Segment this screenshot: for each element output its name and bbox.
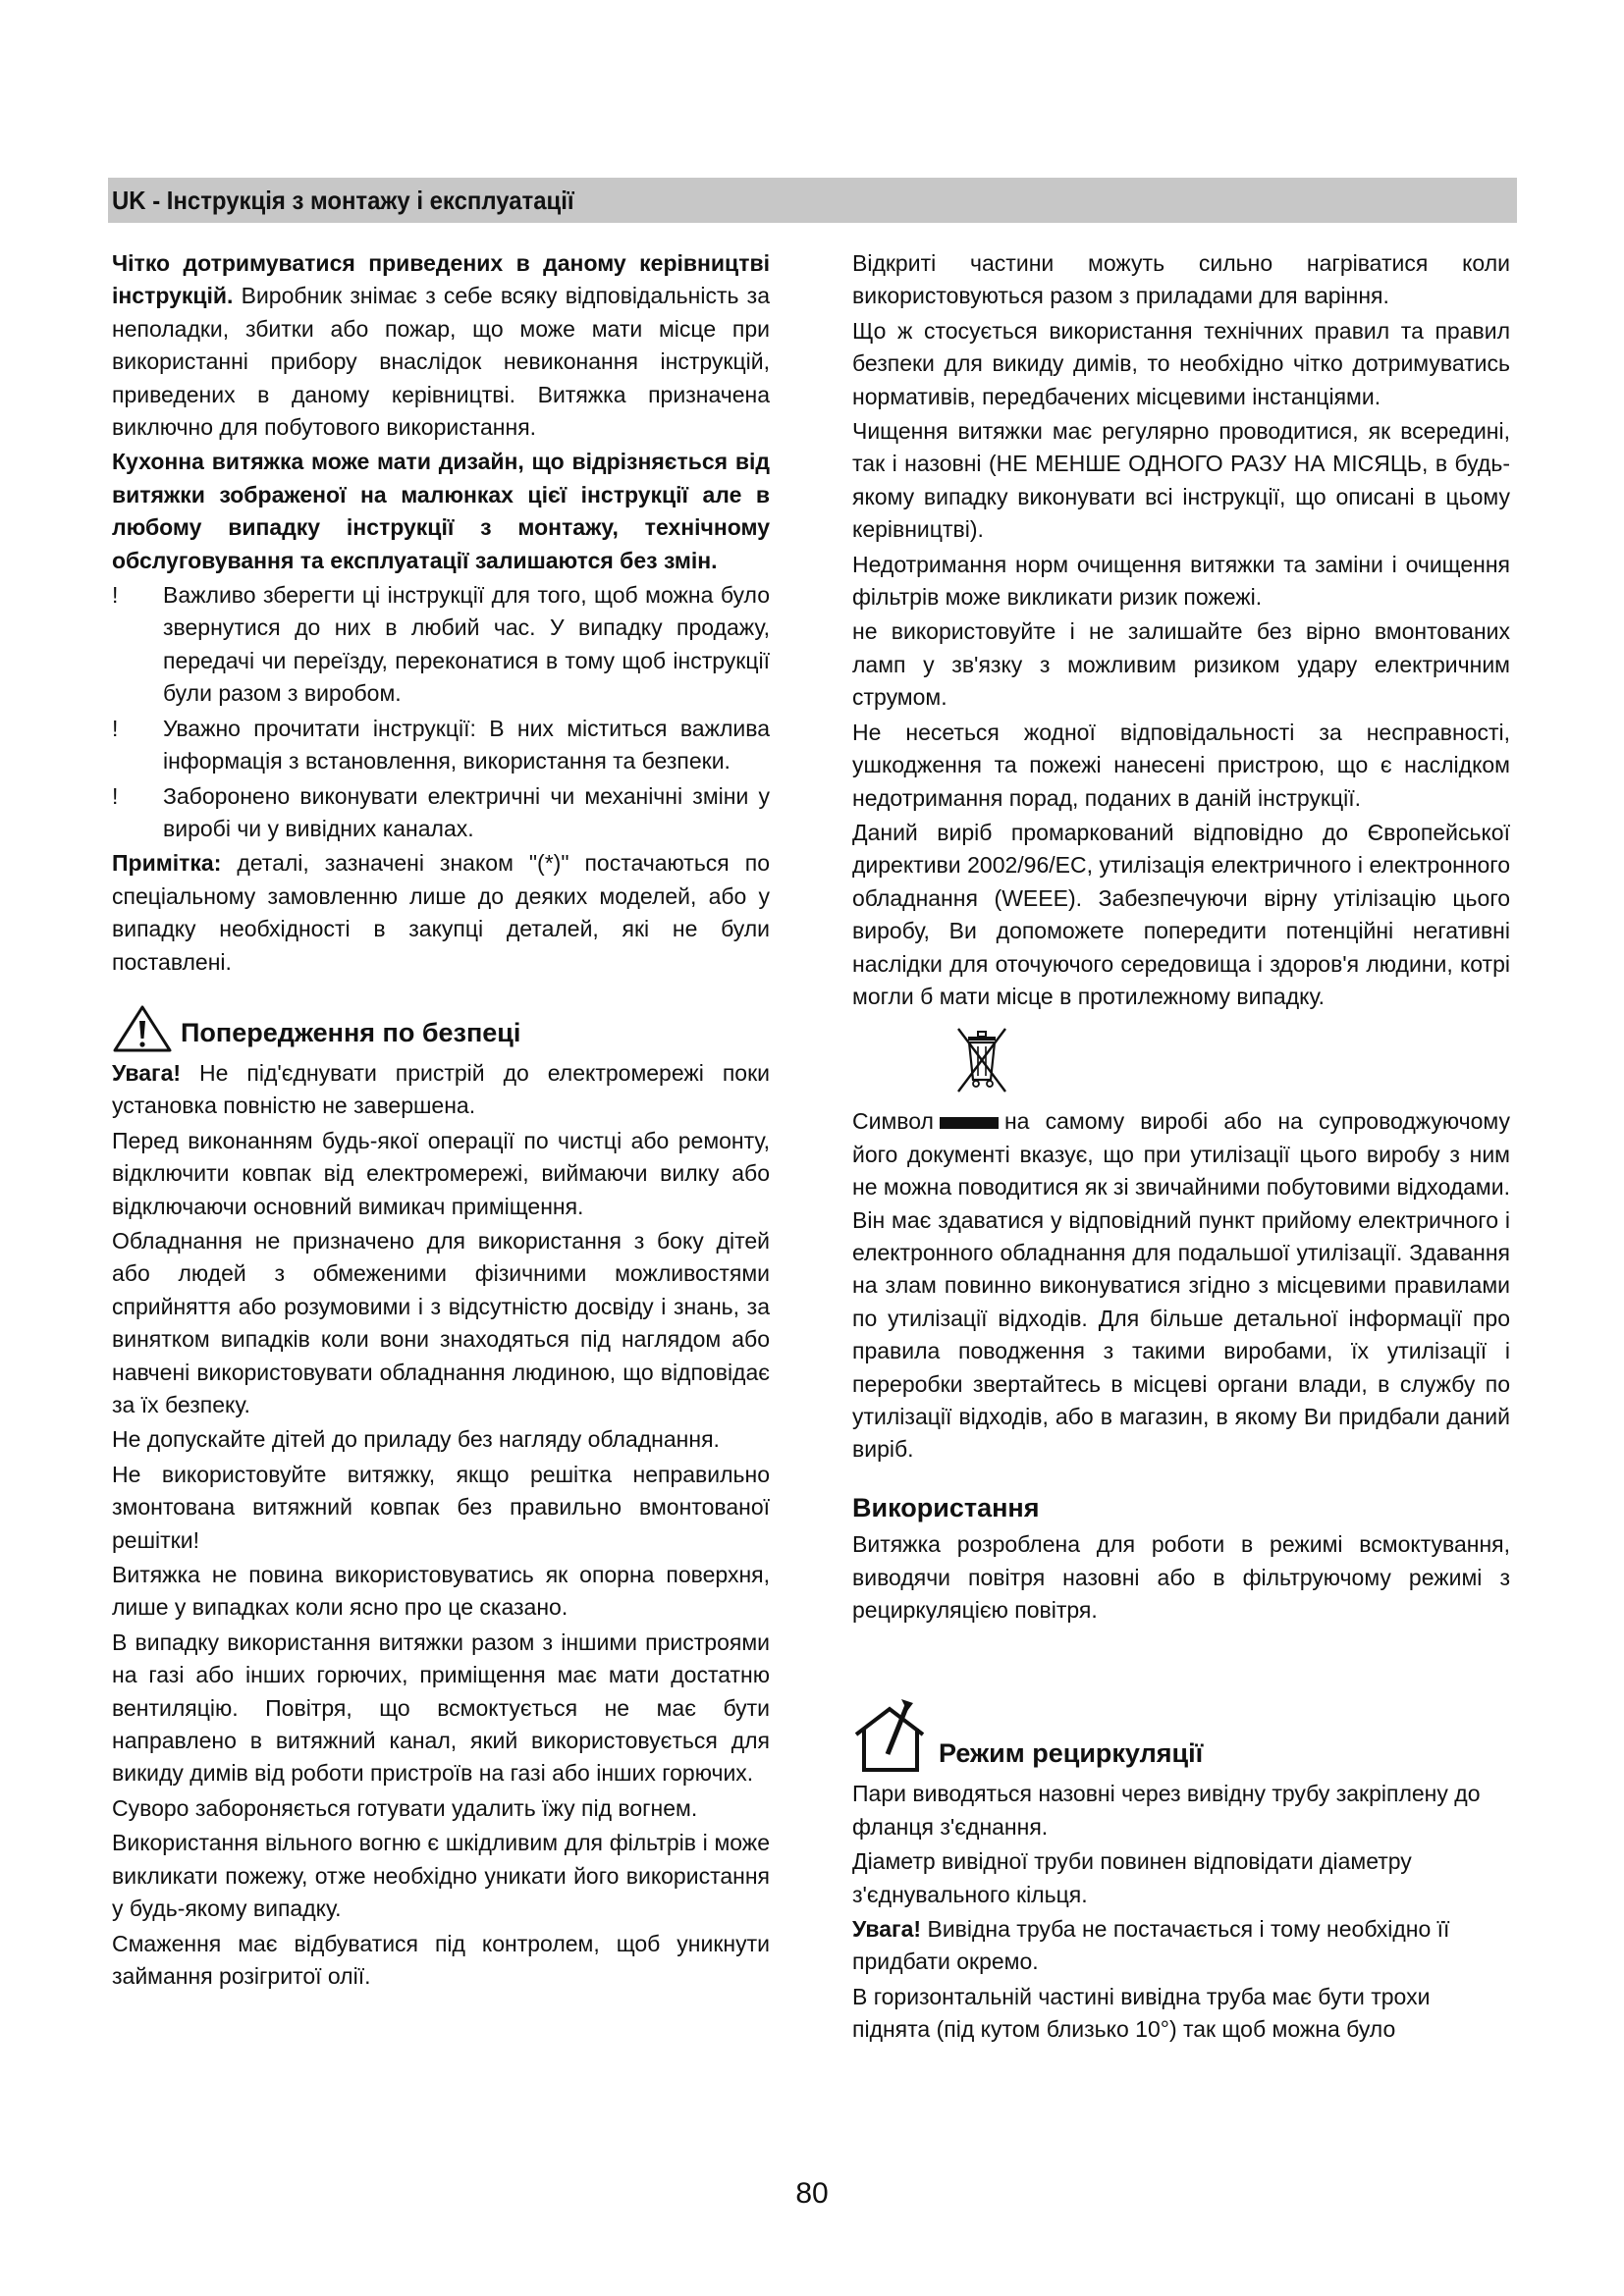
- bullet-text: Заборонено виконувати електричні чи механічні зміни у виробі чи у вивідних каналах.: [163, 782, 770, 841]
- intro-paragraph: [112, 247, 770, 444]
- right-column: [852, 247, 1510, 2049]
- warning-text: Не під'єднувати пристрій до електромережі поки установка повністю не завершена.: [112, 1059, 770, 1119]
- left-column: [112, 247, 770, 1995]
- recirc-warning-text: Вивідна труба не постачається і тому необхідно її придбати окремо.: [852, 1916, 1450, 1975]
- safety-paragraph: Обладнання не призначено для використання з боку дітей або людей з обмеженими фізичними можливостями сприйняття або розумовими і з відсутністю досвіду і знань, за винятком випадків коли вони знаходяться під наглядом або навчені використовувати обладнання людиною, що відповідає за їх безпеку.: [112, 1227, 770, 1417]
- section-header-bar: [108, 178, 1517, 223]
- intro-text: Виробник знімає з себе всяку відповідальність за неполадки, збитки або пожар, що може мати місце при використанні прибору внаслідок невиконання інструкцій, приведених в даному керівництві. Витяжка призначена виключно для побутового використання.: [112, 283, 770, 441]
- note-bold: Примітка:: [112, 850, 222, 877]
- bullet-item: [112, 780, 770, 846]
- info-paragraph: Недотримання норм очищення витяжки та заміни і очищення фільтрів може викликати ризик пожежі.: [852, 551, 1510, 611]
- info-paragraph: не використовуйте і не залишайте без вірно вмонтованих ламп у зв'язку з можливим ризиком удару електричним струмом.: [852, 618, 1510, 711]
- note-text: деталі, зазначені знаком "(*)" постачаються по спеціальному замовленню лише до деяких моделей, або у випадку необхідності в закупці деталей, які не були поставлені.: [112, 850, 770, 975]
- bullet-text: Уважно прочитати інструкції: В них міститься важлива інформація з встановлення, використання та безпеки.: [163, 715, 770, 774]
- recirc-paragraph: В горизонтальній частині вивідна труба має бути трохи піднята (під кутом близько 10°) так щоб можна було: [852, 1983, 1431, 2043]
- bullet-text: Важливо зберегти ці інструкції для того, щоб можна було звернутися до них в любий час. У випадку продажу, передачі чи переїзду, переконатися в тому щоб інструкції були разом з виробом.: [163, 582, 770, 707]
- bullet-mark: !: [112, 715, 119, 741]
- recirc-paragraph: Пари виводяться назовні через вивідну трубу закріплену до фланця з'єднання.: [852, 1781, 1481, 1840]
- safety-paragraph: Суворо забороняється готувати удалить їжу під вогнем.: [112, 1794, 698, 1821]
- warning-triangle-icon: [112, 1004, 173, 1053]
- bullet-item: [112, 713, 770, 778]
- section-header-title: UK - Інструкція з монтажу і експлуатації: [112, 186, 574, 215]
- recirc-paragraph: Діаметр вивідної труби повинен відповідати діаметру з'єднувального кільця.: [852, 1848, 1412, 1907]
- safety-paragraph: Перед виконанням будь-якої операції по чистці або ремонту, відключити ковпак від електромережі, виймаючи вилку або відключаючи основний вимикач приміщення.: [112, 1127, 770, 1219]
- info-paragraph: Чищення витяжки має регулярно проводитися, як всередині, так і назовні (НЕ МЕНШЕ ОДНОГО РАЗУ НА МІСЯЦЬ, в будь-якому випадку виконувати всі інструкції, що описані в цьому керівництві).: [852, 418, 1510, 543]
- symbol-paragraph: [852, 1105, 1510, 1466]
- safety-paragraph: Витяжка не повина використовуватись як опорна поверхня, лише у випадках коли ясно про це сказано.: [112, 1562, 770, 1621]
- use-title: Використання: [852, 1492, 1040, 1522]
- use-paragraph: Витяжка розроблена для роботи в режимі всмоктування, виводячи повітря назовні або в фільтруючому режимі з рециркуляцією повітря.: [852, 1531, 1510, 1624]
- safety-paragraph: Не використовуйте витяжку, якщо решітка неправильно змонтована витяжний ковпак без правильно вмонтованої решітки!: [112, 1461, 770, 1553]
- info-paragraph: Відкриті частини можуть сильно нагріватися коли використовуються разом з приладами для варіння.: [852, 250, 1510, 309]
- bullet-mark: !: [112, 782, 119, 809]
- safety-title: Попередження по безпеці: [181, 1017, 521, 1047]
- bullet-mark: !: [112, 582, 119, 609]
- safety-heading: [112, 1004, 770, 1053]
- note-paragraph: [112, 847, 770, 979]
- recirc-warning: [852, 1913, 1510, 1979]
- warning-bold: Увага!: [112, 1059, 182, 1086]
- safety-paragraph: Смаження має відбуватися під контролем, щоб уникнути займання розігритої олії.: [112, 1930, 770, 1989]
- recirc-heading: [852, 1695, 1510, 1774]
- safety-paragraph: В випадку використання витяжки разом з іншими пристроями на газі або інших горючих, приміщення має мати достатню вентиляцію. Повітря, що всмоктується не має бути направлено в витяжний канал, який використовується для викиду димів від роботи пристроїв на газі або інших горючих.: [112, 1629, 770, 1787]
- symbol-text-post: на самому виробі або на супроводжуючому його документі вказує, що при утилізації цього виробу з ним не можна поводитися як зі звичайними побутовими відходами. Він має здаватися у відповідний пункт прийому електричного і електронного обладнання для подальшої утилізації. Здавання на злам повинно виконуватися згідно з місцевими правилами по утилізації відходів. Для більше детальної інформації про правила поводження з такими виробами, їх утилізації і переробки звертайтесь в місцеві органи влади, в службу по утилізації відходів, або в магазин, в якому Ви придбали даний виріб.: [852, 1108, 1510, 1463]
- symbol-text-pre: Символ: [852, 1108, 934, 1135]
- house-exhaust-icon: [852, 1695, 933, 1774]
- weee-paragraph: Даний виріб промаркований відповідно до Європейської директиви 2002/96/EC, утилізація електричного і електронного обладнання (WEEE). Забезпечуючи вірну утілізацію цього виробу, Ви допоможете попередити потенційні негативні наслідки для оточуючого середовища і здоров'я людини, котрі могли б мати місце в протилежному випадку.: [852, 819, 1510, 1009]
- safety-paragraph: Використання вільного вогню є шкідливим для фільтрів і може викликати пожежу, отже необхідно уникати його використання у будь-якому випадку.: [112, 1830, 770, 1922]
- safety-paragraph: Не допускайте дітей до приладу без нагляду обладнання.: [112, 1426, 720, 1453]
- weee-symbol: [950, 1023, 1510, 1101]
- intro-bold: Чітко дотримуватися приведених в даному керівництві інструкцій.: [112, 250, 770, 309]
- info-paragraph: Що ж стосується використання технічних правил та правил безпеки для викиду димів, то необхідно чітко дотримуватись нормативів, передбачених місцевими інстанціями.: [852, 317, 1510, 409]
- crossed-bin-icon: [950, 1023, 1013, 1099]
- bullet-item: [112, 579, 770, 711]
- recirc-warning-bold: Увага!: [852, 1916, 922, 1943]
- design-note-bold: Кухонна витяжка може мати дизайн, що відрізняється від витяжки зображеної на малюнках цієї інструкції але в любому випадку інструкції з монтажу, технічному обслуговування та експлуатації залишаются без змін.: [112, 449, 770, 573]
- info-paragraph: Не несеться жодної відповідальності за несправності, ушкодження та пожежі нанесені пристрою, що є наслідком недотримання порад, поданих в даній інструкції.: [852, 719, 1510, 811]
- recirc-title: Режим рециркуляції: [939, 1738, 1204, 1769]
- page-number: 80: [795, 2177, 829, 2210]
- design-note: [112, 446, 770, 577]
- weee-bar-icon: [940, 1117, 999, 1129]
- warning-paragraph: [112, 1057, 770, 1123]
